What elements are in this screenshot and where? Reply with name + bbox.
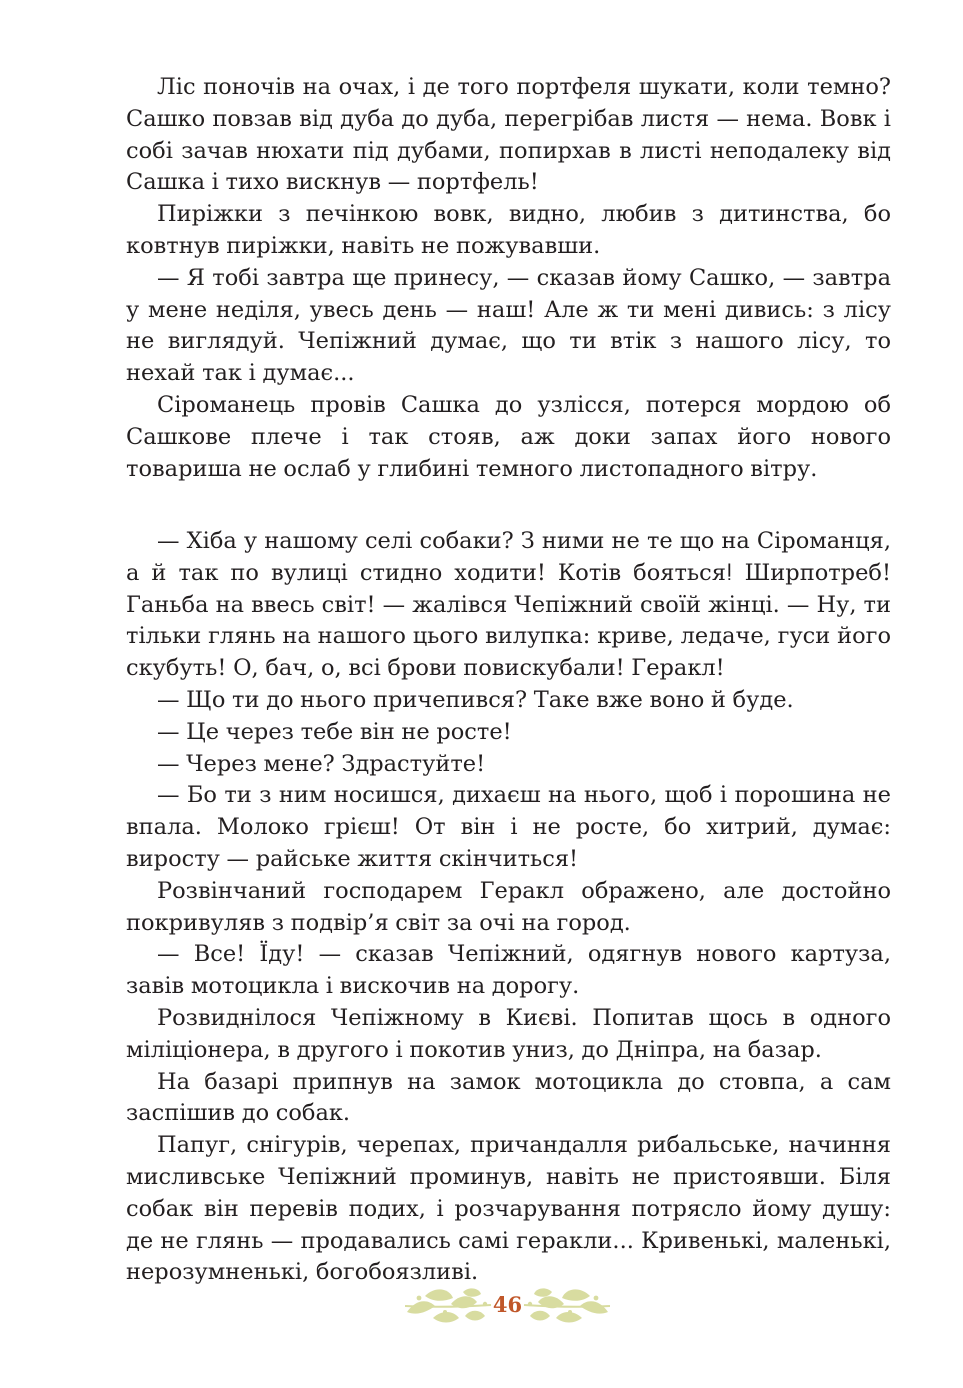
paragraph: На базарі припнув на замок мотоцикла до стовпа, а сам заспішив до собак. (126, 1068, 891, 1127)
paragraph: — Все! Їду! — сказав Чепіжний, одягнув нового картуза, завів мотоцикла і вискочив на дорогу. (126, 941, 891, 1000)
page-number: 46 (492, 1292, 523, 1317)
paragraph: — Бо ти з ним носишся, дихаєш на нього, щоб і порошина не впала. Молоко грієш! От він і не росте, бо хитрий, думає: виросту — райське життя скінчиться! (126, 782, 891, 872)
paragraph: — Це через тебе він не росте! (157, 718, 512, 745)
paragraph: Папуг, снігурів, черепах, причандалля рибальське, начиння мисливське Чепіжний проминув, навіть не пристоявши. Біля собак він перевів подих, і розчарування потрясло йому душу: де не глянь — продавались самі геракли... Кривенькі, маленькі, нерозумненькі, богобоязливі. (126, 1132, 891, 1286)
text-section-2 (126, 526, 891, 1289)
paragraph: Пиріжки з печінкою вовк, видно, любив з дитинства, бо ковтнув пиріжки, навіть не пожувавши. (126, 201, 891, 259)
book-page (126, 0, 891, 1388)
paragraph: — Через мене? Здрастуйте! (157, 750, 486, 777)
paragraph: Ліс поночів на очах, і де того портфеля шукати, коли темно? Сашко повзав від дуба до дуба, перегрібав листя — нема. Вовк і собі зачав нюхати під дубами, попирхав в листі неподалеку від Сашка і тихо вискнув — портфель! (126, 74, 891, 196)
paragraph: Розвінчаний господарем Геракл ображено, але достойно покривуляв з подвір’я світ за очі на город. (126, 877, 891, 936)
paragraph: — Хіба у нашому селі собаки? З ними не те що на Сіроманця, а й так по вулиці стидно ходити! Котів боятьсяǃ Ширпотреб! Ганьба на ввесь світ! — жалівся Чепіжний своїй жінці. — Ну, ти тільки глянь на нашого цього вилупка: криве, ледаче, гуси його скубуть! О, бач, о, всі брови повискубали! Геракл! (126, 528, 891, 682)
paragraph: — Я тобі завтра ще принесу, — сказав йому Сашко, — завтра у мене неділя, увесь день — наш! Але ж ти мені дивись: з лісу не виглядуй. Чепіжний думає, що ти втік з нашого лісу, то нехай так і думає... (126, 264, 891, 387)
text-section-1 (126, 72, 891, 485)
paragraph: Сіроманець провів Сашка до узлісся, потерся мордою об Сашкове плече і так стояв, аж доки запах його нового товариша не ослаб у глибині темного листопадного вітру. (126, 391, 891, 482)
paragraph: — Що ти до нього причепився? Таке вже воно й буде. (157, 686, 794, 713)
page-footer (405, 1282, 610, 1328)
paragraph: Розвиднілося Чепіжному в Києві. Попитав щось в одного міліціонера, в другого і покотив униз, до Дніпра, на базар. (126, 1004, 891, 1063)
